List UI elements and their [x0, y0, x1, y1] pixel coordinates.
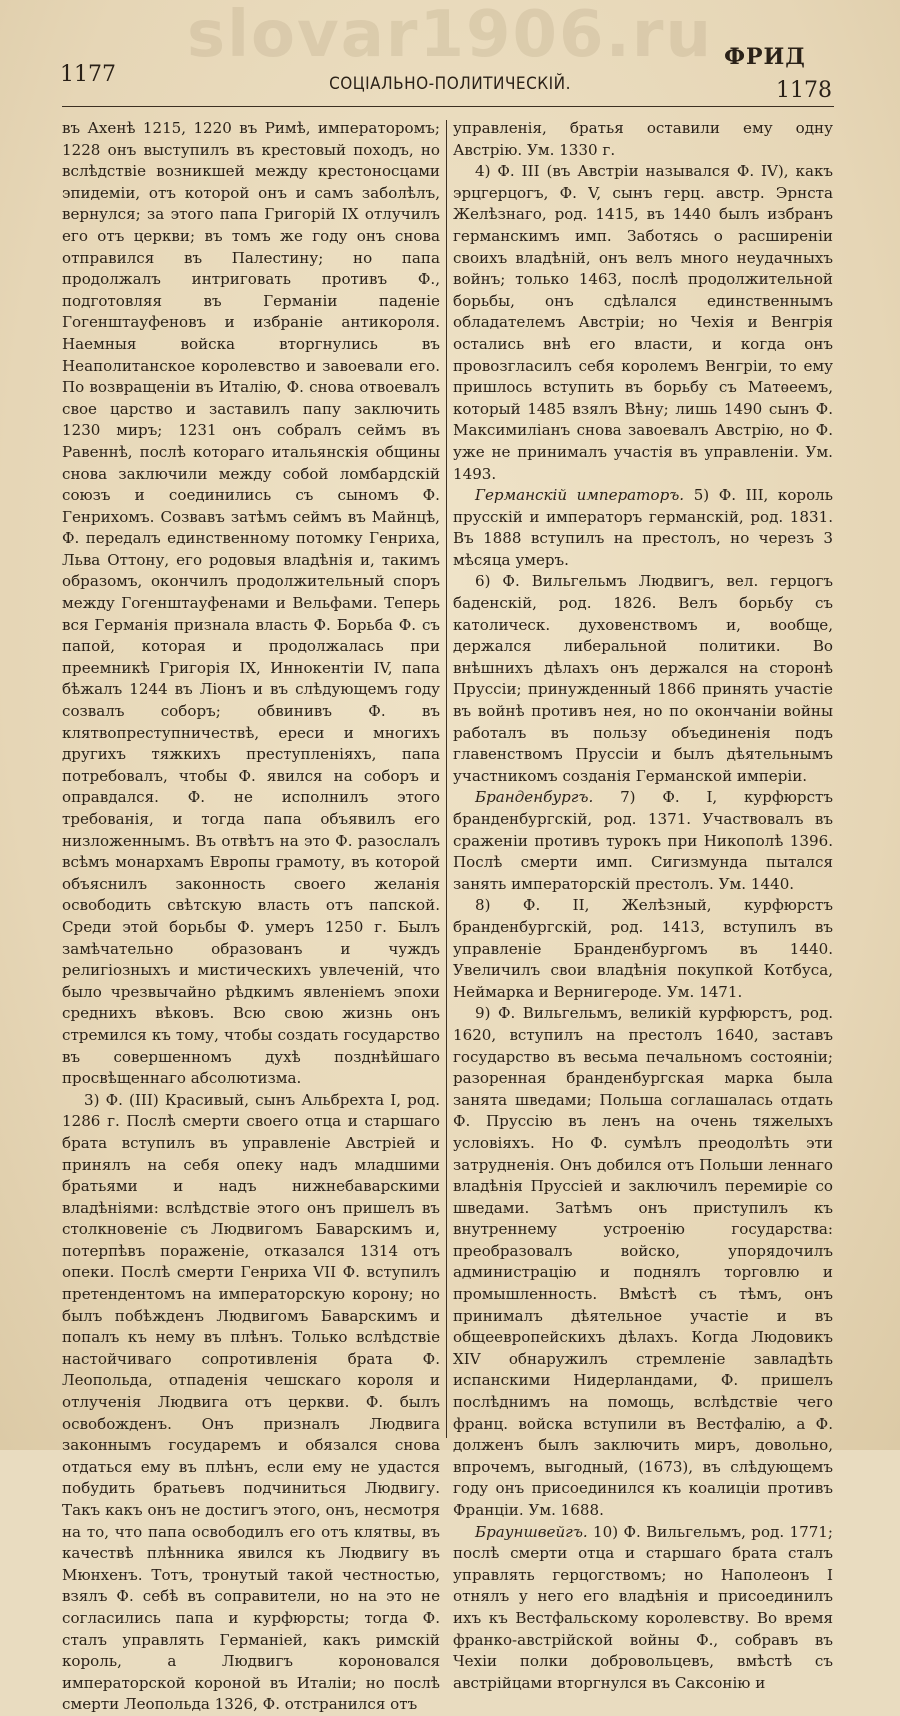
header-rule	[62, 106, 834, 107]
paragraph: въ Ахенѣ 1215, 1220 въ Римѣ, императоромъ; 1228 онъ выступилъ въ крестовый походъ, но вслѣдствіе возникшей между крестоносцами эпидеміи, отъ которой онъ и самъ заболѣлъ, вернулся; за этого папа Григорій IX отлучилъ его отъ церкви; въ томъ же году онъ снова отправился въ Палестину; но папа продолжалъ интриговать противъ Ф., подготовляя въ Германіи паденіе Гогенштауфеновъ и избраніе антикороля. Наемныя войска вторгнулись въ Неаполитанское королевство и завоевали его. По возвращеніи въ Италію, Ф. снова отвоевалъ свое царство и заставилъ папу заключить 1230 миръ; 1231 онъ собралъ сеймъ въ Равеннѣ, послѣ котораго итальянскія общины снова заключили между собой ломбардскій союзъ и соединились съ сыномъ Ф. Генрихомъ. Созвавъ затѣмъ сеймъ въ Майнцѣ, Ф. передалъ единственному потомку Генриха, Льва Оттону, его родовыя владѣнія и, такимъ образомъ, окончилъ продолжительный споръ между Гогенштауфенами и Вельфами. Теперь вся Германія признала власть Ф. Борьба Ф. съ папой, которая и продолжалась при преемникѣ Григорія IX, Иннокентіи IV, папа бѣжалъ 1244 въ Ліонъ и въ слѣдующемъ году созвалъ соборъ; обвинивъ Ф. въ клятвопреступничествѣ, ереси и многихъ другихъ тяжкихъ преступленіяхъ, папа потребовалъ, чтобы Ф. явился на соборъ и оправдался. Ф. не исполнилъ этого требованія, и тогда папа объявилъ его низложеннымъ. Въ отвѣтъ на это Ф. разослалъ всѣмъ монархамъ Европы грамоту, въ которой объяснилъ законность своего желанія освободить свѣтскую власть отъ папской. Среди этой борьбы Ф. умеръ 1250 г. Былъ замѣчательно образованъ и чуждъ религіозныхъ и мистическихъ увлеченій, что было чрезвычайно рѣдкимъ явленіемъ эпохи среднихъ вѣковъ. Всю свою жизнь онъ стремился къ тому, чтобы создать государство въ совершенномъ духѣ позднѣйшаго просвѣщеннаго абсолютизма.	[62, 119, 440, 1088]
paragraph-text: 7) Ф. I, курфюрстъ бранденбургскій, род. 1371. Участвовалъ въ сраженіи противъ турокъ при Никополѣ 1396. Послѣ смерти имп. Сигизмунда пытался занять императорскій престолъ. Ум. 1440.	[453, 788, 833, 893]
column-divider	[446, 120, 447, 1438]
paragraph: 6) Ф. Вильгельмъ Людвигъ, вел. герцогъ баденскій, род. 1826. Велъ борьбу съ католическ. духовенствомъ и, вообще, держался либеральной политики. Во внѣшнихъ дѣлахъ онъ держался на сторонѣ Пруссіи; принужденный 1866 принять участіе въ войнѣ противъ нея, но по окончаніи войны работалъ въ пользу объединенія подъ главенствомъ Пруссіи и былъ дѣятельнымъ участникомъ созданія Германской имперіи.	[453, 572, 833, 785]
headword: ФРИД	[724, 44, 806, 70]
section-label: Германскій императоръ.	[475, 486, 685, 505]
paragraph: 4) Ф. III (въ Австріи назывался Ф. IV), какъ эрцгерцогъ, Ф. V, сынъ герц. австр. Эрнста Желѣзнаго, род. 1415, въ 1440 былъ избранъ германскимъ имп. Заботясь о расширеніи своихъ владѣній, онъ велъ много неудачныхъ войнъ; только 1463, послѣ продолжительной борьбы, онъ сдѣлался единственнымъ обладателемъ Австріи; но Чехія и Венгрія остались внѣ его власти, и когда онъ провозгласилъ себя королемъ Венгріи, то ему пришлось вступить въ борьбу съ Матѳеемъ, который 1485 взялъ Вѣну; лишь 1490 сынъ Ф. Максимиліанъ снова завоевалъ Австрію, но Ф. уже не принималъ участія въ управленіи. Ум. 1493.	[453, 162, 833, 483]
paragraph-text: 10) Ф. Вильгельмъ, род. 1771; послѣ смерти отца и старшаго брата сталъ управлять герцогствомъ; но Наполеонъ I отнялъ у него его владѣнія и присоединилъ ихъ къ Вестфальскому королевству. Во время франко-австрійской войны Ф., собравъ въ Чехіи полки добровольцевъ, вмѣстѣ съ австрійцами вторгнулся въ Саксонію и	[453, 1522, 833, 1692]
right-column	[453, 118, 833, 1694]
section-label: Брауншвейгъ.	[475, 1522, 588, 1541]
paragraph: 3) Ф. (III) Красивый, сынъ Альбрехта I, род. 1286 г. Послѣ смерти своего отца и старшаго брата вступилъ въ управленіе Австріей и принялъ на себя опеку надъ младшими братьями и надъ нижнебаварскими владѣніями: вслѣдствіе этого онъ пришелъ въ столкновеніе съ Людвигомъ Баварскимъ и, потерпѣвъ пораженіе, отказался 1314 отъ опеки. Послѣ смерти Генриха VII Ф. вступилъ претендентомъ на императорскую корону; но былъ побѣжденъ Людвигомъ Баварскимъ и попалъ къ нему въ плѣнъ. Только вслѣдствіе настойчиваго сопротивленія брата Ф. Леопольда, отпаденія чешскаго короля и отлученія Людвига отъ церкви. Ф. былъ освобожденъ. Онъ призналъ Людвига законнымъ государемъ и обязался снова отдаться ему въ плѣнъ, если ему не удастся побудить братьевъ подчиниться Людвигу. Такъ какъ онъ не достигъ этого, онъ, несмотря на то, что папа освободилъ его отъ клятвы, въ качествѣ плѣнника явился къ Людвигу въ Мюнхенъ. Тотъ, тронутый такой честностью, взялъ Ф. себѣ въ соправители, но на это не согласились папа и курфюрсты; тогда Ф. сталъ управлять Германіей, какъ римскій король, а Людвигъ короновался императорской короной въ Италіи; но послѣ смерти Леопольда 1326, Ф. отстранился отъ	[62, 1090, 440, 1714]
paragraph	[453, 787, 833, 895]
paragraph	[453, 485, 833, 571]
right-page-number: 1178	[776, 78, 832, 103]
running-title: СОЦІАЛЬНО-ПОЛИТИЧЕСКІЙ.	[329, 74, 571, 94]
paragraph	[453, 1522, 833, 1695]
paragraph: 9) Ф. Вильгельмъ, великій курфюрстъ, род. 1620, вступилъ на престолъ 1640, заставъ государство въ весьма печальномъ состояніи; разоренная бранденбургская марка была занята шведами; Польша соглашалась отдать Ф. Пруссію въ ленъ на очень тяжелыхъ условіяхъ. Но Ф. сумѣлъ преодолѣть эти затрудненія. Онъ добился отъ Польши леннаго владѣнія Пруссіей и заключилъ перемиріе со шведами. Затѣмъ онъ приступилъ къ внутреннему устроенію государства: преобразовалъ войско, упорядочилъ администрацію и поднялъ торговлю и промышленность. Вмѣстѣ съ тѣмъ, онъ принималъ дѣятельное участіе и въ общеевропейскихъ дѣлахъ. Когда Людовикъ XIV обнаружилъ стремленіе завладѣть испанскими Нидерландами, Ф. пришелъ послѣднимъ на помощь, вслѣдствіе чего франц. войска вступили въ Вестфалію, а Ф. долженъ былъ заключить миръ, довольно, впрочемъ, выгодный, (1673), въ слѣдующемъ году онъ присоединился къ коалиціи противъ Франціи. Ум. 1688.	[453, 1004, 833, 1519]
paragraph: управленія, братья оставили ему одну Австрію. Ум. 1330 г.	[453, 119, 833, 159]
left-page-number: 1177	[60, 62, 116, 87]
paragraph-text: 5) Ф. III, король прусскій и императоръ германскій, род. 1831. Въ 1888 вступилъ на престолъ, но черезъ 3 мѣсяца умеръ.	[453, 486, 833, 569]
paragraph: 8) Ф. II, Желѣзный, курфюрстъ бранденбургскій, род. 1413, вступилъ въ управленіе Бранденбургомъ въ 1440. Увеличилъ свои владѣнія покупкой Котбуса, Неймарка и Вернигероде. Ум. 1471.	[453, 896, 833, 1001]
section-label: Бранденбургъ.	[475, 788, 594, 807]
watermark: slovar1906.ru	[186, 0, 714, 72]
left-column	[62, 118, 440, 1716]
